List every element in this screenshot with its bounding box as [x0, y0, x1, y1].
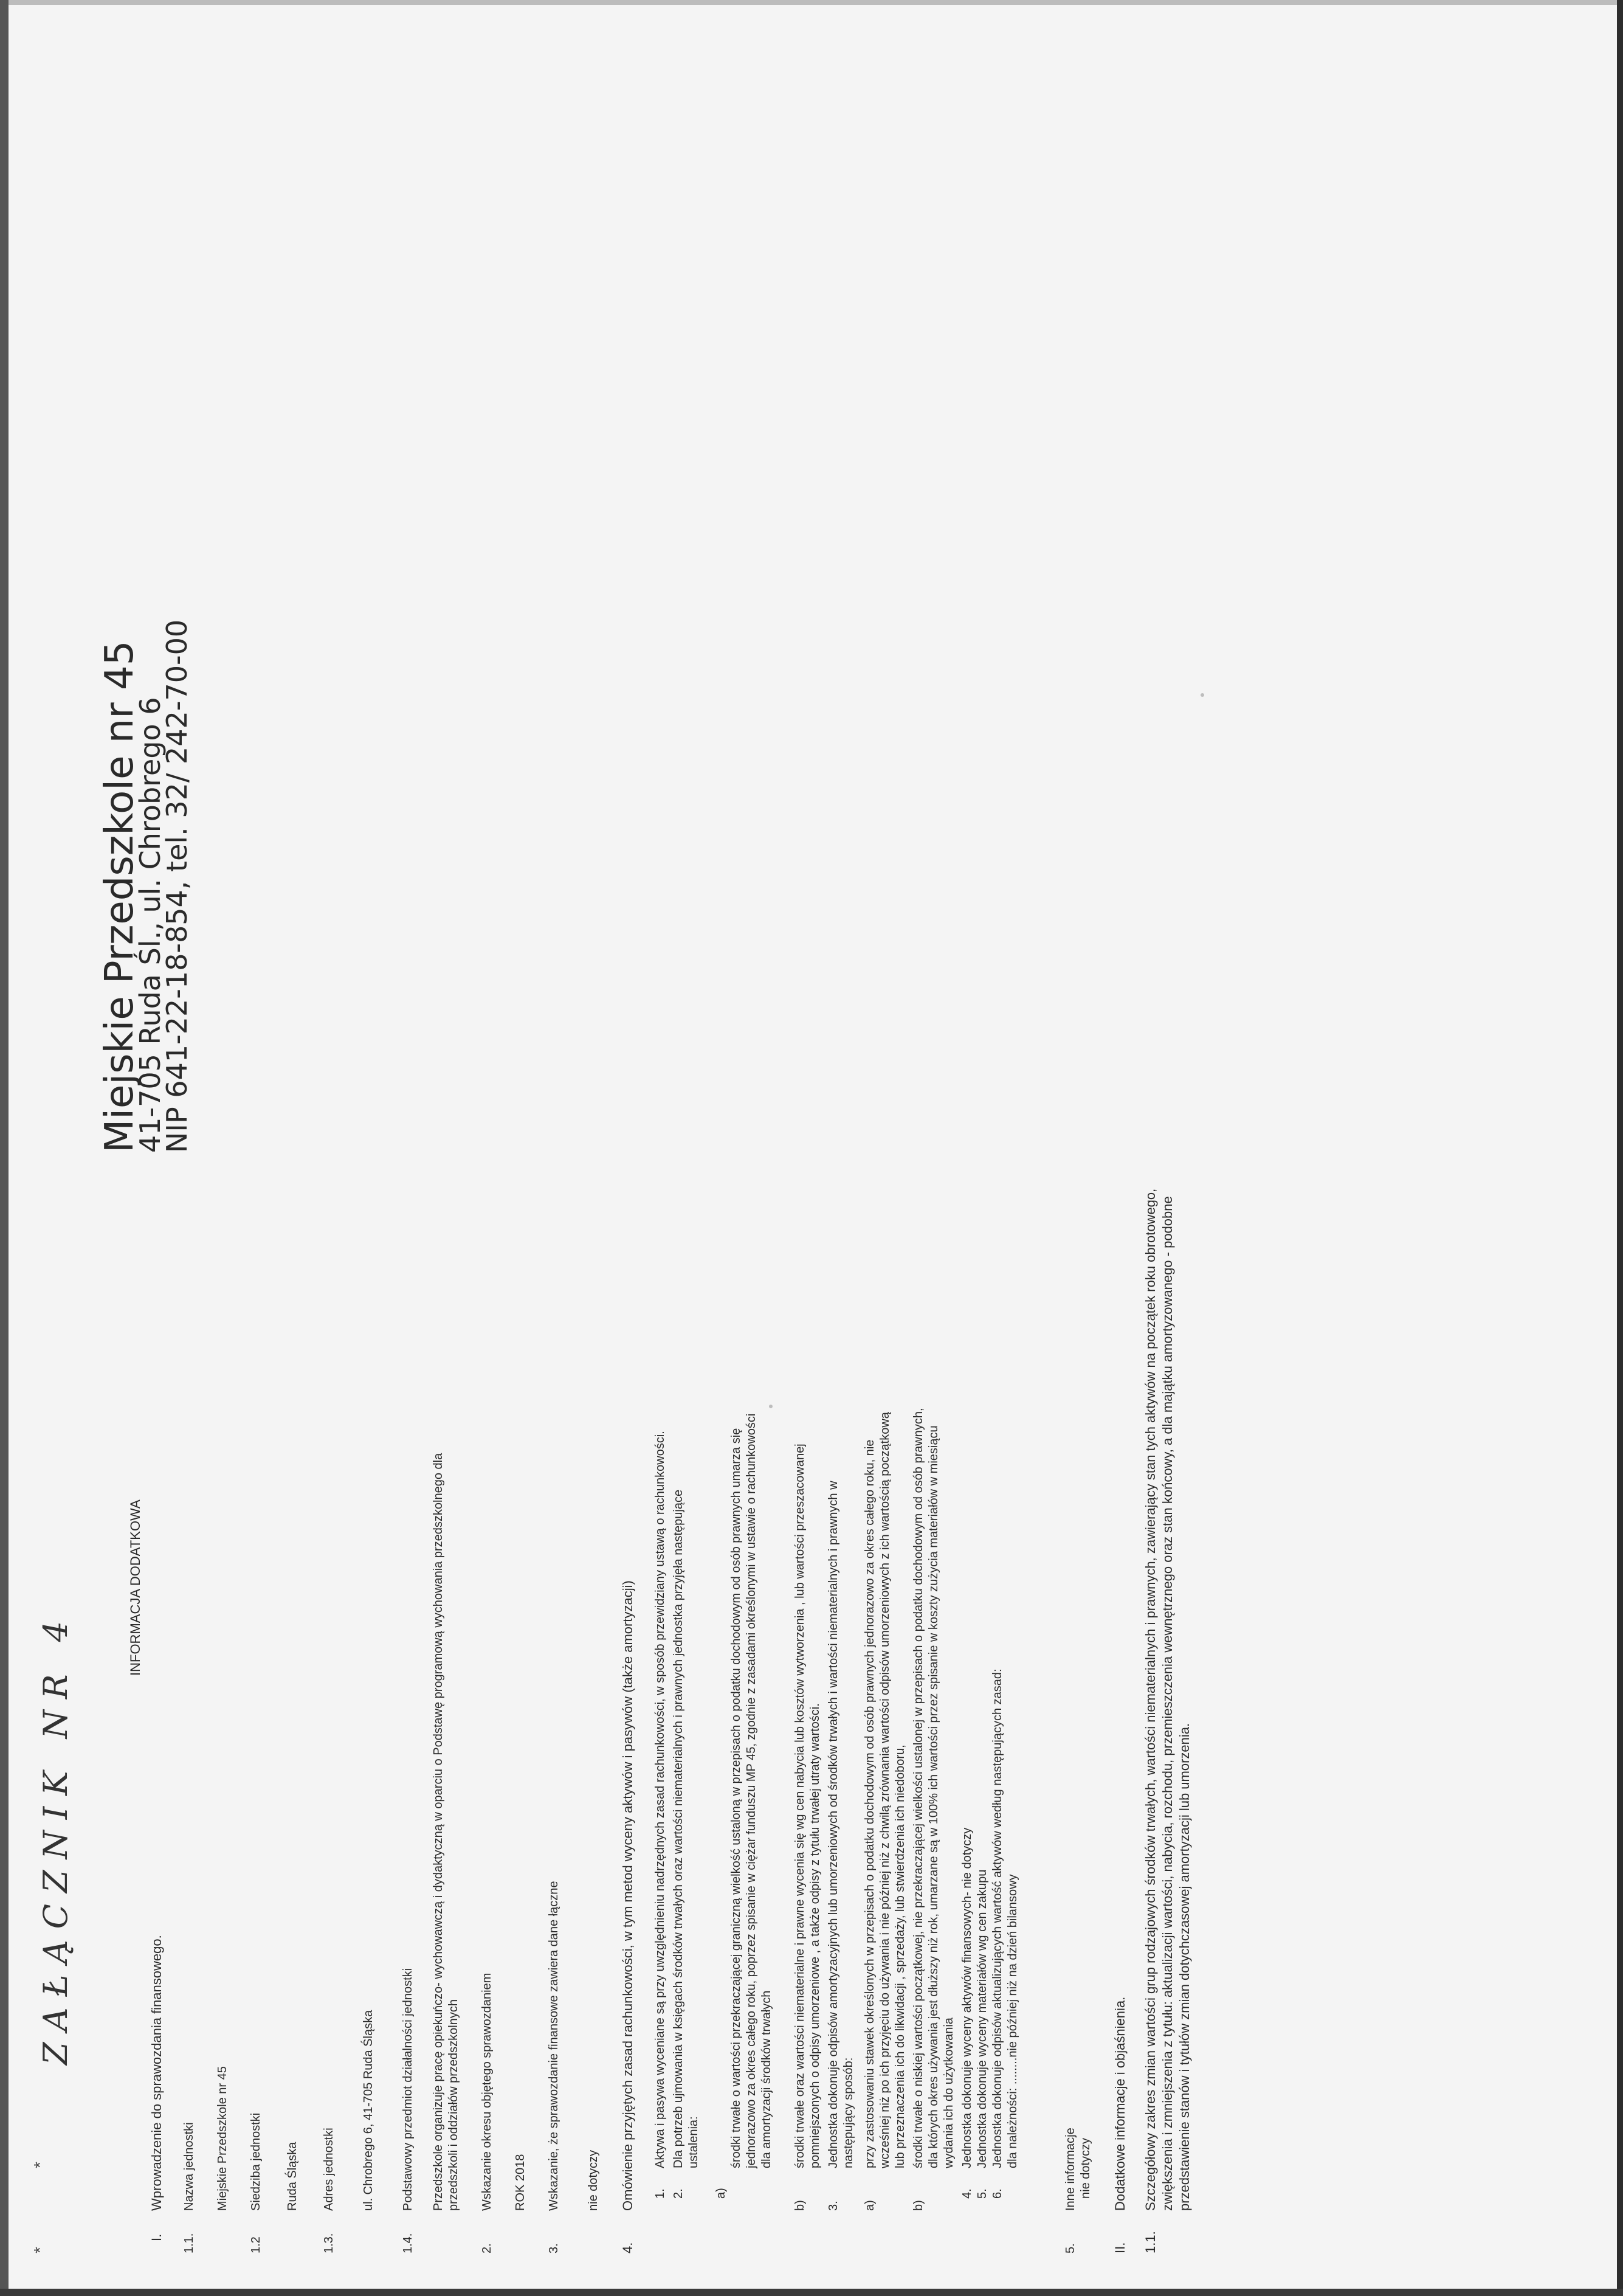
policy-line: dla należności: ........nie później niż na dzień bilansowy	[1006, 1874, 1019, 2168]
policy-number: b)	[793, 2200, 807, 2211]
section-value: ROK 2018	[514, 2154, 527, 2211]
letterhead-name: Miejskie Przedszkole nr 45	[97, 640, 142, 1153]
section-title: Siedziba jednostki	[249, 2112, 263, 2211]
section-number: 3.	[547, 2243, 560, 2253]
policy-line: Jednostka dokonuje wyceny aktywów finansowych- nie dotyczy	[960, 1827, 974, 2168]
policy-line: Jednostka dokonuje odpisów aktualizujących wartość aktywów według następujących zasad:	[991, 1668, 1004, 2168]
corner-mark: *	[30, 2247, 49, 2253]
policy-line: środki trwałe oraz wartości niematerialne i prawne wycenia się wg cen nabycia lub kosztów wytworzenia , lub wartości przeszacowanej	[793, 1444, 807, 2168]
policy-number: 5.	[976, 2188, 989, 2199]
policy-number: a)	[863, 2200, 877, 2211]
policy-number: 6.	[991, 2188, 1004, 2199]
section-number: 1.4.	[401, 2233, 415, 2253]
policy-line: Jednostka dokonuje odpisów amortyzacyjnych lub umorzeniowych od środków trwałych i wartości niematerialnych i prawnych w	[827, 1481, 840, 2168]
policy-line: dla amortyzacji środków trwałych	[760, 1990, 773, 2168]
section-number: 1.2	[249, 2236, 263, 2253]
section-line: Szczegółowy zakres zmian wartości grup rodzajowych środków trwałych, wartości niematerialnych i prawnych, zawierający stan tych aktywów na początek roku obrotowego,	[1143, 1188, 1158, 2211]
policy-line: Dla potrzeb ujmowania w księgach środków trwałych oraz wartości niematerialnych i prawnych jednostka przyjęła następujące	[672, 1489, 685, 2168]
section-line: zwiększenia i zmniejszenia z tytułu: aktualizacji wartości, nabycia, rozchodu, przemieszczenia wewnętrznego oraz stan końcowy, a dla majątku amortyzowanego - podobne	[1160, 1196, 1175, 2211]
policy-line: ustalenia:	[687, 2116, 700, 2168]
section-title: Wskazanie, że sprawozdanie finansowe zawiera dane łączne	[547, 1881, 560, 2211]
policy-line: przy zastosowaniu stawek określonych w przepisach o podatku dochodowym od osób prawnych jednorazowo za okres całego roku, nie	[863, 1439, 877, 2168]
section-title: Wprowadzenie do sprawozdania finansowego.	[149, 1935, 164, 2211]
section-title: Wskazanie okresu objętego sprawozdaniem	[480, 1973, 494, 2211]
section-value: nie dotyczy	[1079, 2137, 1092, 2199]
section-value: Ruda Śląska	[286, 2142, 299, 2211]
section-title: Nazwa jednostki	[182, 2122, 196, 2211]
section-value-line: Przedszkole organizuje pracę opiekuńczo- wychowawczą i dydaktyczną w oparciu o Podstawę programową wychowania przedszkolnego dla	[432, 1453, 445, 2211]
policy-line: dla których okres używania jest dłuższy niż rok, umarzane są w 100% ich wartości przez spisanie w koszty zużycia materiałów w miesiącu	[927, 1425, 940, 2168]
policy-line: pomniejszonych o odpisy umorzeniowe , a także odpisy z tytułu trwałej utraty wartości.	[808, 1703, 822, 2168]
section-title: Omówienie przyjętych zasad rachunkowości, w tym metod wyceny aktywów i pasywów (także amortyzacji)	[620, 1580, 635, 2211]
policy-number: 2.	[672, 2188, 685, 2199]
policy-number: 4.	[960, 2188, 974, 2199]
section-number: I.	[149, 2233, 164, 2241]
section-number: 1.1.	[182, 2233, 196, 2253]
scan-speck	[1201, 693, 1204, 697]
policy-line: środki trwałe o niskiej wartości początkowej, nie przekraczającej wielkości ustalonej w przepisach o podatku dochodowym od osób prawnych,	[912, 1408, 925, 2168]
section-number: 1.1.	[1143, 2231, 1158, 2253]
scan-speck	[769, 1405, 773, 1408]
policy-number: 3.	[827, 2201, 840, 2211]
document-title: INFORMACJA DODATKOWA	[128, 1499, 143, 1676]
policy-number: 1.	[653, 2188, 667, 2199]
policy-line: następujący sposób:	[842, 2057, 855, 2168]
policy-number: b)	[912, 2200, 925, 2211]
section-title: Adres jednostki	[322, 2128, 336, 2211]
section-value: Miejskie Przedszkole nr 45	[216, 2066, 229, 2211]
section-number: 5.	[1064, 2243, 1077, 2253]
section-title: Inne informacje	[1064, 2128, 1077, 2211]
policy-line: jednorazowo za okres całego roku, poprzez spisanie w ciężar funduszu MP 45, zgodnie z zasadami określonymi w ustawie o rachunkowości	[745, 1413, 758, 2168]
section-line: przedstawienie stanów i tytułów zmian dotychczasowej amortyzacji lub umorzenia.	[1177, 1723, 1192, 2211]
section-number: 4.	[620, 2242, 635, 2253]
handwritten-note: ZAŁĄCZNIK NR 4	[36, 1610, 75, 2065]
section-number: II.	[1112, 2242, 1128, 2253]
section-value-line: przedszkoli i oddziałów przedszkolnych	[447, 1999, 460, 2211]
policy-line: wydania ich do użytkowania	[942, 2018, 956, 2168]
policy-line: Jednostka dokonuje wyceny materiałów wg cen zakupu	[976, 1869, 989, 2168]
section-number: 2.	[480, 2243, 494, 2253]
letterhead-contact: NIP 641-22-18-854, tel. 32/ 242-70-00	[160, 619, 193, 1153]
section-title: Dodatkowe informacje i objaśnienia.	[1112, 1996, 1128, 2211]
policy-number: a)	[714, 2188, 728, 2199]
section-number: 1.3.	[322, 2233, 336, 2253]
policy-line: Aktywa i pasywa wyceniane są przy uwzględnieniu nadrzędnych zasad rachunkowości, w sposób przewidziany ustawą o rachunkowości.	[653, 1431, 667, 2168]
policy-line: wcześniej niż po ich przyjęciu do używania i nie później niż z chwilą zrównania wartości odpisów umorzeniowych z ich wartością początkową	[878, 1412, 892, 2168]
section-value: nie dotyczy	[587, 2149, 600, 2211]
section-title: Podstawowy przedmiot działalności jednostki	[401, 1968, 415, 2211]
section-value: ul. Chrobrego 6, 41-705 Ruda Śląska	[362, 2010, 375, 2211]
policy-line: środki trwałe o wartości przekraczającej graniczną wielkość ustaloną w przepisach o podatku dochodowym od osób prawnych umarza się	[729, 1428, 743, 2168]
policy-line: lub przeznaczenia ich do likwidacji , sprzedaży, lub stwierdzenia ich niedoboru,	[894, 1744, 907, 2168]
corner-mark: *	[30, 2162, 49, 2168]
letterhead-address: 41-705 Ruda Śl., ul. Chrobrego 6	[134, 697, 167, 1153]
